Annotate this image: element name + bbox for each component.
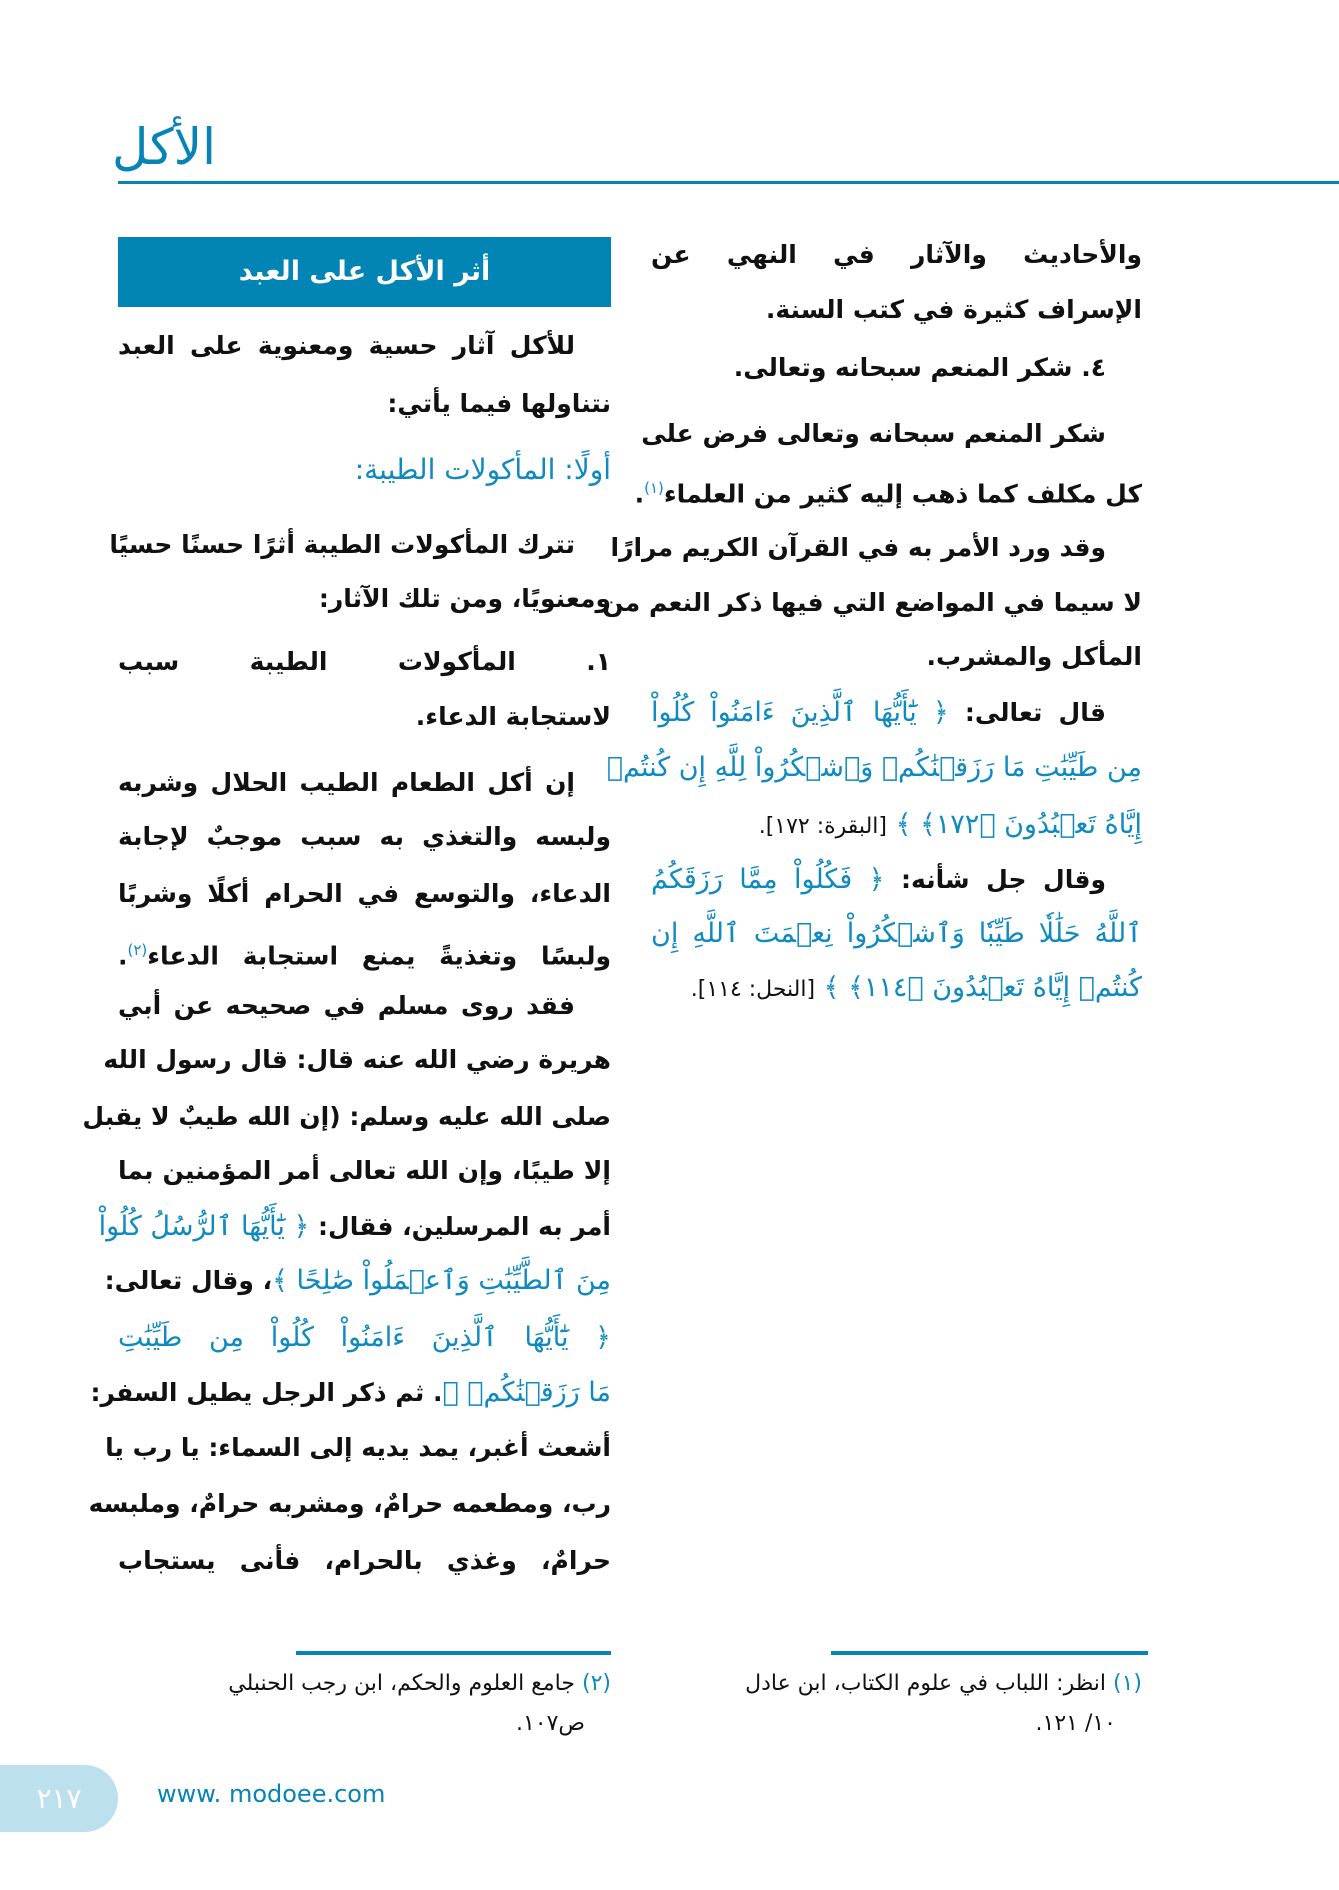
body-text: ولبسًا وتغذيةً يمنع استجابة الدعاء [147, 941, 611, 971]
footnote-text-cont: ص١٠٧. [515, 1711, 585, 1736]
text-line [651, 797, 1142, 853]
text-line [651, 906, 1142, 962]
footnote-number: (١) [1112, 1671, 1142, 1696]
quran-verse: ﴿ يَٰٓأَيُّهَا ٱلَّذِينَ ءَامَنُواْ كُلُواْ [651, 697, 949, 728]
body-text: إن أكل الطعام الطيب الحلال وشربه [118, 768, 575, 797]
text-line [90, 1365, 611, 1421]
body-text: هريرة رضي الله عنه قال: قال رسول الله [103, 1045, 611, 1074]
text-line [118, 978, 611, 1034]
text-line [118, 318, 611, 374]
text-line [651, 227, 1142, 283]
text-line [118, 634, 611, 690]
text-line [634, 460, 1142, 516]
text-line [82, 1089, 611, 1145]
body-text: نتناولها فيما يأتي: [387, 389, 611, 418]
quran-verse: إِيَّاهُ تَعۡبُدُونَ ﴿١٧٢﴾ ﴾ [886, 809, 1142, 840]
body-text: لا سيما في المواضع التي فيها ذكر النعم من [602, 588, 1142, 617]
footnote-text-cont: ١٠/ ١٢١. [1035, 1711, 1116, 1736]
body-text: . [634, 479, 645, 509]
body-text: ٤. شكر المنعم سبحانه وتعالى. [733, 353, 1106, 382]
body-text: شكر المنعم سبحانه وتعالى فرض على [641, 419, 1106, 448]
footnote-2 [118, 1664, 611, 1744]
quran-verse: ﴿ يَٰٓأَيُّهَا ٱلرُّسُلُ كُلُواْ [98, 1211, 310, 1242]
footnote-text: انظر: اللباب في علوم الكتاب، ابن عادل [745, 1671, 1106, 1696]
body-text: ومعنويًا، ومن تلك الآثار: [318, 584, 611, 613]
text-line [118, 1310, 611, 1366]
text-line [651, 282, 1142, 338]
quran-verse: ﴿ فَكُلُواْ مِمَّا رَزَقَكُمُ [651, 864, 885, 895]
body-text: حرامٌ، وغذي بالحرام، فأنى يستجاب [118, 1546, 611, 1575]
body-text: وقال جل شأنه: [884, 865, 1107, 894]
body-text: . [118, 941, 128, 971]
text-line [118, 809, 611, 865]
quran-verse: كُنتُمۡ إِيَّاهُ تَعۡبُدُونَ ﴿١١٤﴾ ﴾ [815, 972, 1142, 1003]
text-line [651, 960, 1142, 1016]
quran-verse: مِن طَيِّبَٰتِ مَا رَزَقۡنَٰكُمۡ وَٱشۡكُرُواْ لِلَّهِ إِن كُنتُمۡ [606, 752, 1142, 783]
text-line [610, 520, 1142, 576]
text-line [118, 442, 611, 498]
text-line [105, 1420, 611, 1476]
text-line [104, 1253, 611, 1309]
text-line [88, 1476, 611, 1532]
body-text: ١. المأكولات الطيبة سبب [118, 647, 611, 676]
text-line [651, 685, 1142, 741]
body-text: لاستجابة الدعاء. [415, 702, 611, 731]
body-text: صلى الله عليه وسلم: (إن الله طيبٌ لا يقبل [82, 1102, 611, 1131]
footnote-rule-left [296, 1651, 611, 1655]
text-line [98, 1199, 611, 1255]
body-text: أشعث أغبر، يمد يديه إلى السماء: يا رب يا [105, 1433, 611, 1462]
body-text: فقد روى مسلم في صحيحه عن أبي [118, 991, 575, 1020]
text-line [606, 740, 1142, 796]
body-text: ، وقال تعالى: [104, 1266, 273, 1295]
text-line [118, 571, 611, 627]
website-link[interactable]: www. modoee.com [157, 1780, 386, 1808]
right-column [602, 0, 1142, 1003]
verse-reference: [النحل: ١١٤]. [690, 977, 816, 1002]
text-line [109, 517, 611, 573]
quran-verse: مَا رَزَقۡنَٰكُمۡ ﴾ [442, 1377, 611, 1408]
body-text: وقد ورد الأمر به في القرآن الكريم مرارًا [610, 533, 1106, 562]
text-line [118, 922, 611, 978]
body-text: الإسراف كثيرة في كتب السنة. [765, 295, 1142, 324]
text-line [602, 575, 1142, 631]
body-text: قال تعالى: [948, 698, 1106, 727]
body-text: رب، ومطعمه حرامٌ، ومشربه حرامٌ، وملبسه [88, 1489, 611, 1518]
footnote-marker[interactable]: (١) [644, 479, 664, 497]
body-text: للأكل آثار حسية ومعنوية على العبد [118, 331, 575, 360]
quran-verse: مِنَ ٱلطَّيِّبَٰتِ وَٱعۡمَلُواْ صَٰلِحًا ﴾ [272, 1265, 611, 1296]
section-title-box: أثر الأكل على العبد [118, 237, 611, 307]
text-line [651, 852, 1142, 908]
text-line [118, 755, 611, 811]
text-line [641, 406, 1142, 462]
body-text: ولبسه والتغذي به سبب موجبٌ لإجابة [118, 822, 611, 851]
body-text: الدعاء، والتوسع في الحرام أكلًا وشربًا [118, 879, 611, 908]
left-column [82, 0, 611, 1600]
body-text: والأحاديث والآثار في النهي عن [651, 240, 1142, 269]
footnote-marker[interactable]: (٢) [127, 941, 148, 959]
body-text: المأكل والمشرب. [926, 642, 1142, 671]
text-line [103, 1032, 611, 1088]
footnote-rule-right [831, 1651, 1148, 1655]
body-text: كل مكلف كما ذهب إليه كثير من العلماء [663, 479, 1142, 509]
quran-verse: ٱللَّهُ حَلَٰلٗا طَيِّبٗا وَٱشۡكُرُواْ نِعۡمَتَ ٱللَّهِ إِن [651, 918, 1142, 949]
quran-verse: ﴿ يَٰٓأَيُّهَا ٱلَّذِينَ ءَامَنُواْ كُلُواْ مِن طَيِّبَٰتِ [118, 1322, 611, 1353]
text-line [118, 1143, 611, 1199]
text-line [118, 1533, 611, 1589]
text-line [118, 689, 611, 745]
body-text: أمر به المرسلين، فقال: [309, 1212, 611, 1241]
running-header-title: الأكل [112, 118, 217, 176]
verse-reference: [البقرة: ١٧٢]. [758, 814, 887, 839]
footnote-number: (٢) [581, 1671, 611, 1696]
text-line [651, 629, 1142, 685]
body-text: تترك المأكولات الطيبة أثرًا حسنًا حسيًا [109, 530, 575, 559]
text-line [118, 376, 611, 432]
body-text: إلا طيبًا، وإن الله تعالى أمر المؤمنين بما [118, 1156, 611, 1185]
page-number-badge: ٢١٧ [0, 1765, 118, 1832]
text-line [651, 340, 1142, 396]
body-text: . ثم ذكر الرجل يطيل السفر: [90, 1378, 443, 1407]
footnote-text: جامع العلوم والحكم، ابن رجب الحنبلي [228, 1671, 575, 1696]
subheading: أولًا: المأكولات الطيبة: [354, 453, 611, 486]
text-line [118, 866, 611, 922]
footnote-1 [651, 1664, 1142, 1744]
